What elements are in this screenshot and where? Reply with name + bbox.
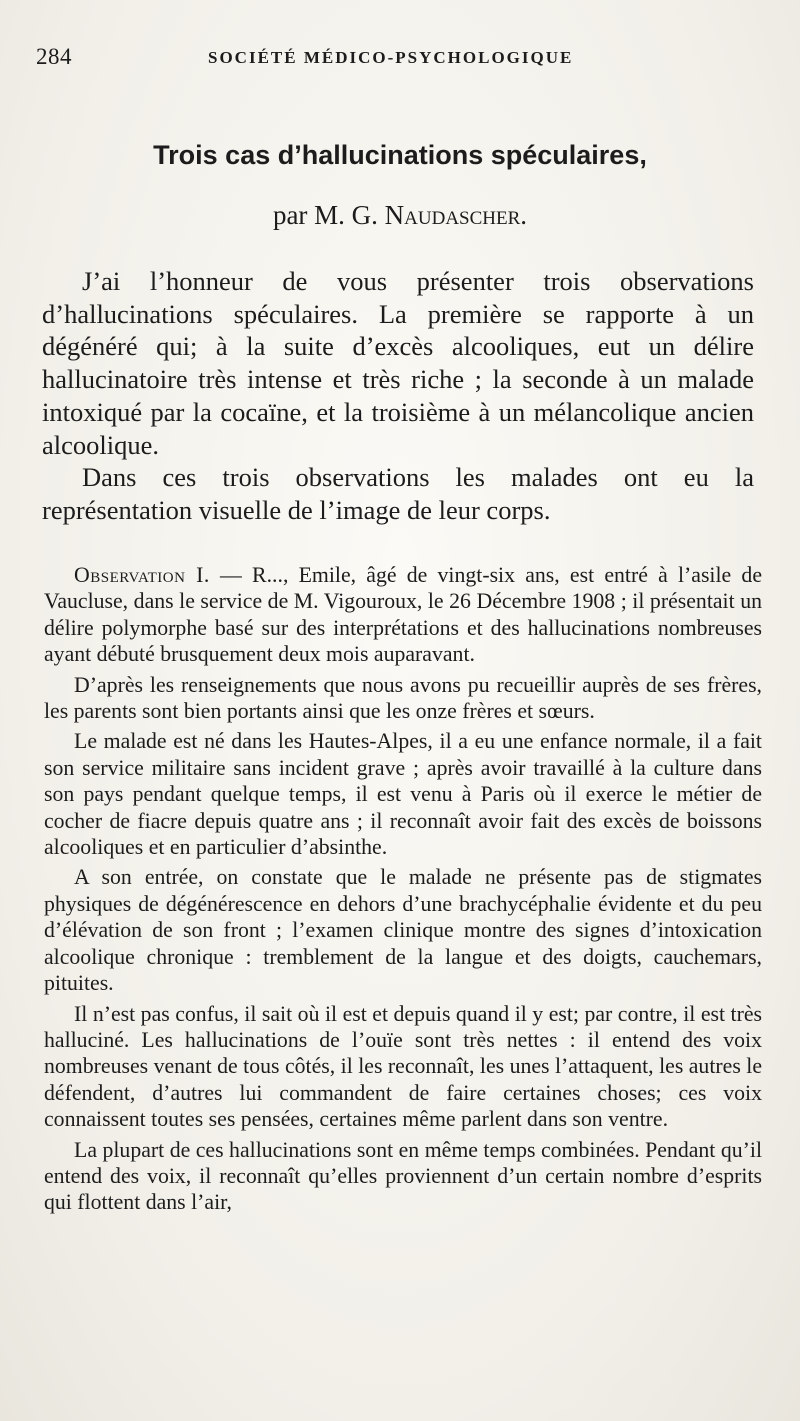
page-number: 284 <box>36 44 72 69</box>
observation-text: — R..., Emile, âgé de vingt-six ans, est entré à l’asile de Vaucluse, dans le service de M. Vigouroux, le 26 Décembre 1908 ; il présentait un délire polymorphe basé sur des interprétations et des hallucinations nombreuses ayant débuté brusquement deux mois auparavant. <box>44 563 762 667</box>
page-header <box>36 44 766 74</box>
body-paragraph: A son entrée, on constate que le malade ne présente pas de stigmates physiques de dégénérescence en dehors d’une brachycéphalie évidente et du peu d’élévation de son front ; l’examen clinique montre des signes d’intoxication alcoolique chronique : tremblement de la langue et des doigts, cauchemars, pituites. <box>44 865 762 996</box>
article-author <box>0 200 800 231</box>
running-head: SOCIÉTÉ MÉDICO-PSYCHOLOGIQUE <box>208 48 574 67</box>
observation-first-paragraph <box>44 562 762 668</box>
article-title: Trois cas d’hallucinations spéculaires, <box>153 140 647 170</box>
intro-section <box>42 265 754 527</box>
observation-label: Observation I. <box>74 563 210 587</box>
body-paragraph: D’après les renseignements que nous avons pu recueillir auprès de ses frères, les parents sont bien portants ainsi que les onze frères et sœurs. <box>44 672 762 724</box>
body-paragraph: Le malade est né dans les Hautes-Alpes, il a eu une enfance normale, il a fait son service militaire sans incident grave ; après avoir travaillé à la culture dans son pays pendant quelque temps, il est venu à Paris où il exerce le métier de cocher de fiacre depuis quatre ans ; il reconnaît avoir fait des excès de boissons alcooliques et en particulier d’absinthe. <box>44 729 762 860</box>
body-paragraph: La plupart de ces hallucinations sont en même temps combinées. Pendant qu’il entend des voix, il reconnaît qu’elles proviennent d’un certain nombre d’esprits qui flottent dans l’air, <box>44 1137 762 1215</box>
author-prefix: par M. G. <box>272 200 385 230</box>
intro-paragraph: J’ai l’honneur de vous présenter trois observations d’hallucinations spéculaires. La première se rapporte à un dégénéré qui; à la suite d’excès alcooliques, eut un délire hallucinatoire très intense et très riche ; la seconde à un malade intoxiqué par la cocaïne, et la troisième à un mélancolique ancien alcoolique. <box>42 266 754 460</box>
author-name: Naudascher. <box>384 200 528 230</box>
intro-paragraph: Dans ces trois observations les malades ont eu la représentation visuelle de l’image de leur corps. <box>42 462 754 525</box>
body-paragraph: Il n’est pas confus, il sait où il est et depuis quand il y est; par contre, il est très halluciné. Les hallucinations de l’ouïe sont très nettes : il entend des voix nombreuses venant de tous côtés, il les reconnaît, les unes l’attaquent, les autres le défendent, d’autres lui commandent de faire certaines choses; ces voix connaissent toutes ses pensées, certaines même parlent dans son ventre. <box>44 1001 762 1132</box>
observation-section <box>44 562 762 1216</box>
